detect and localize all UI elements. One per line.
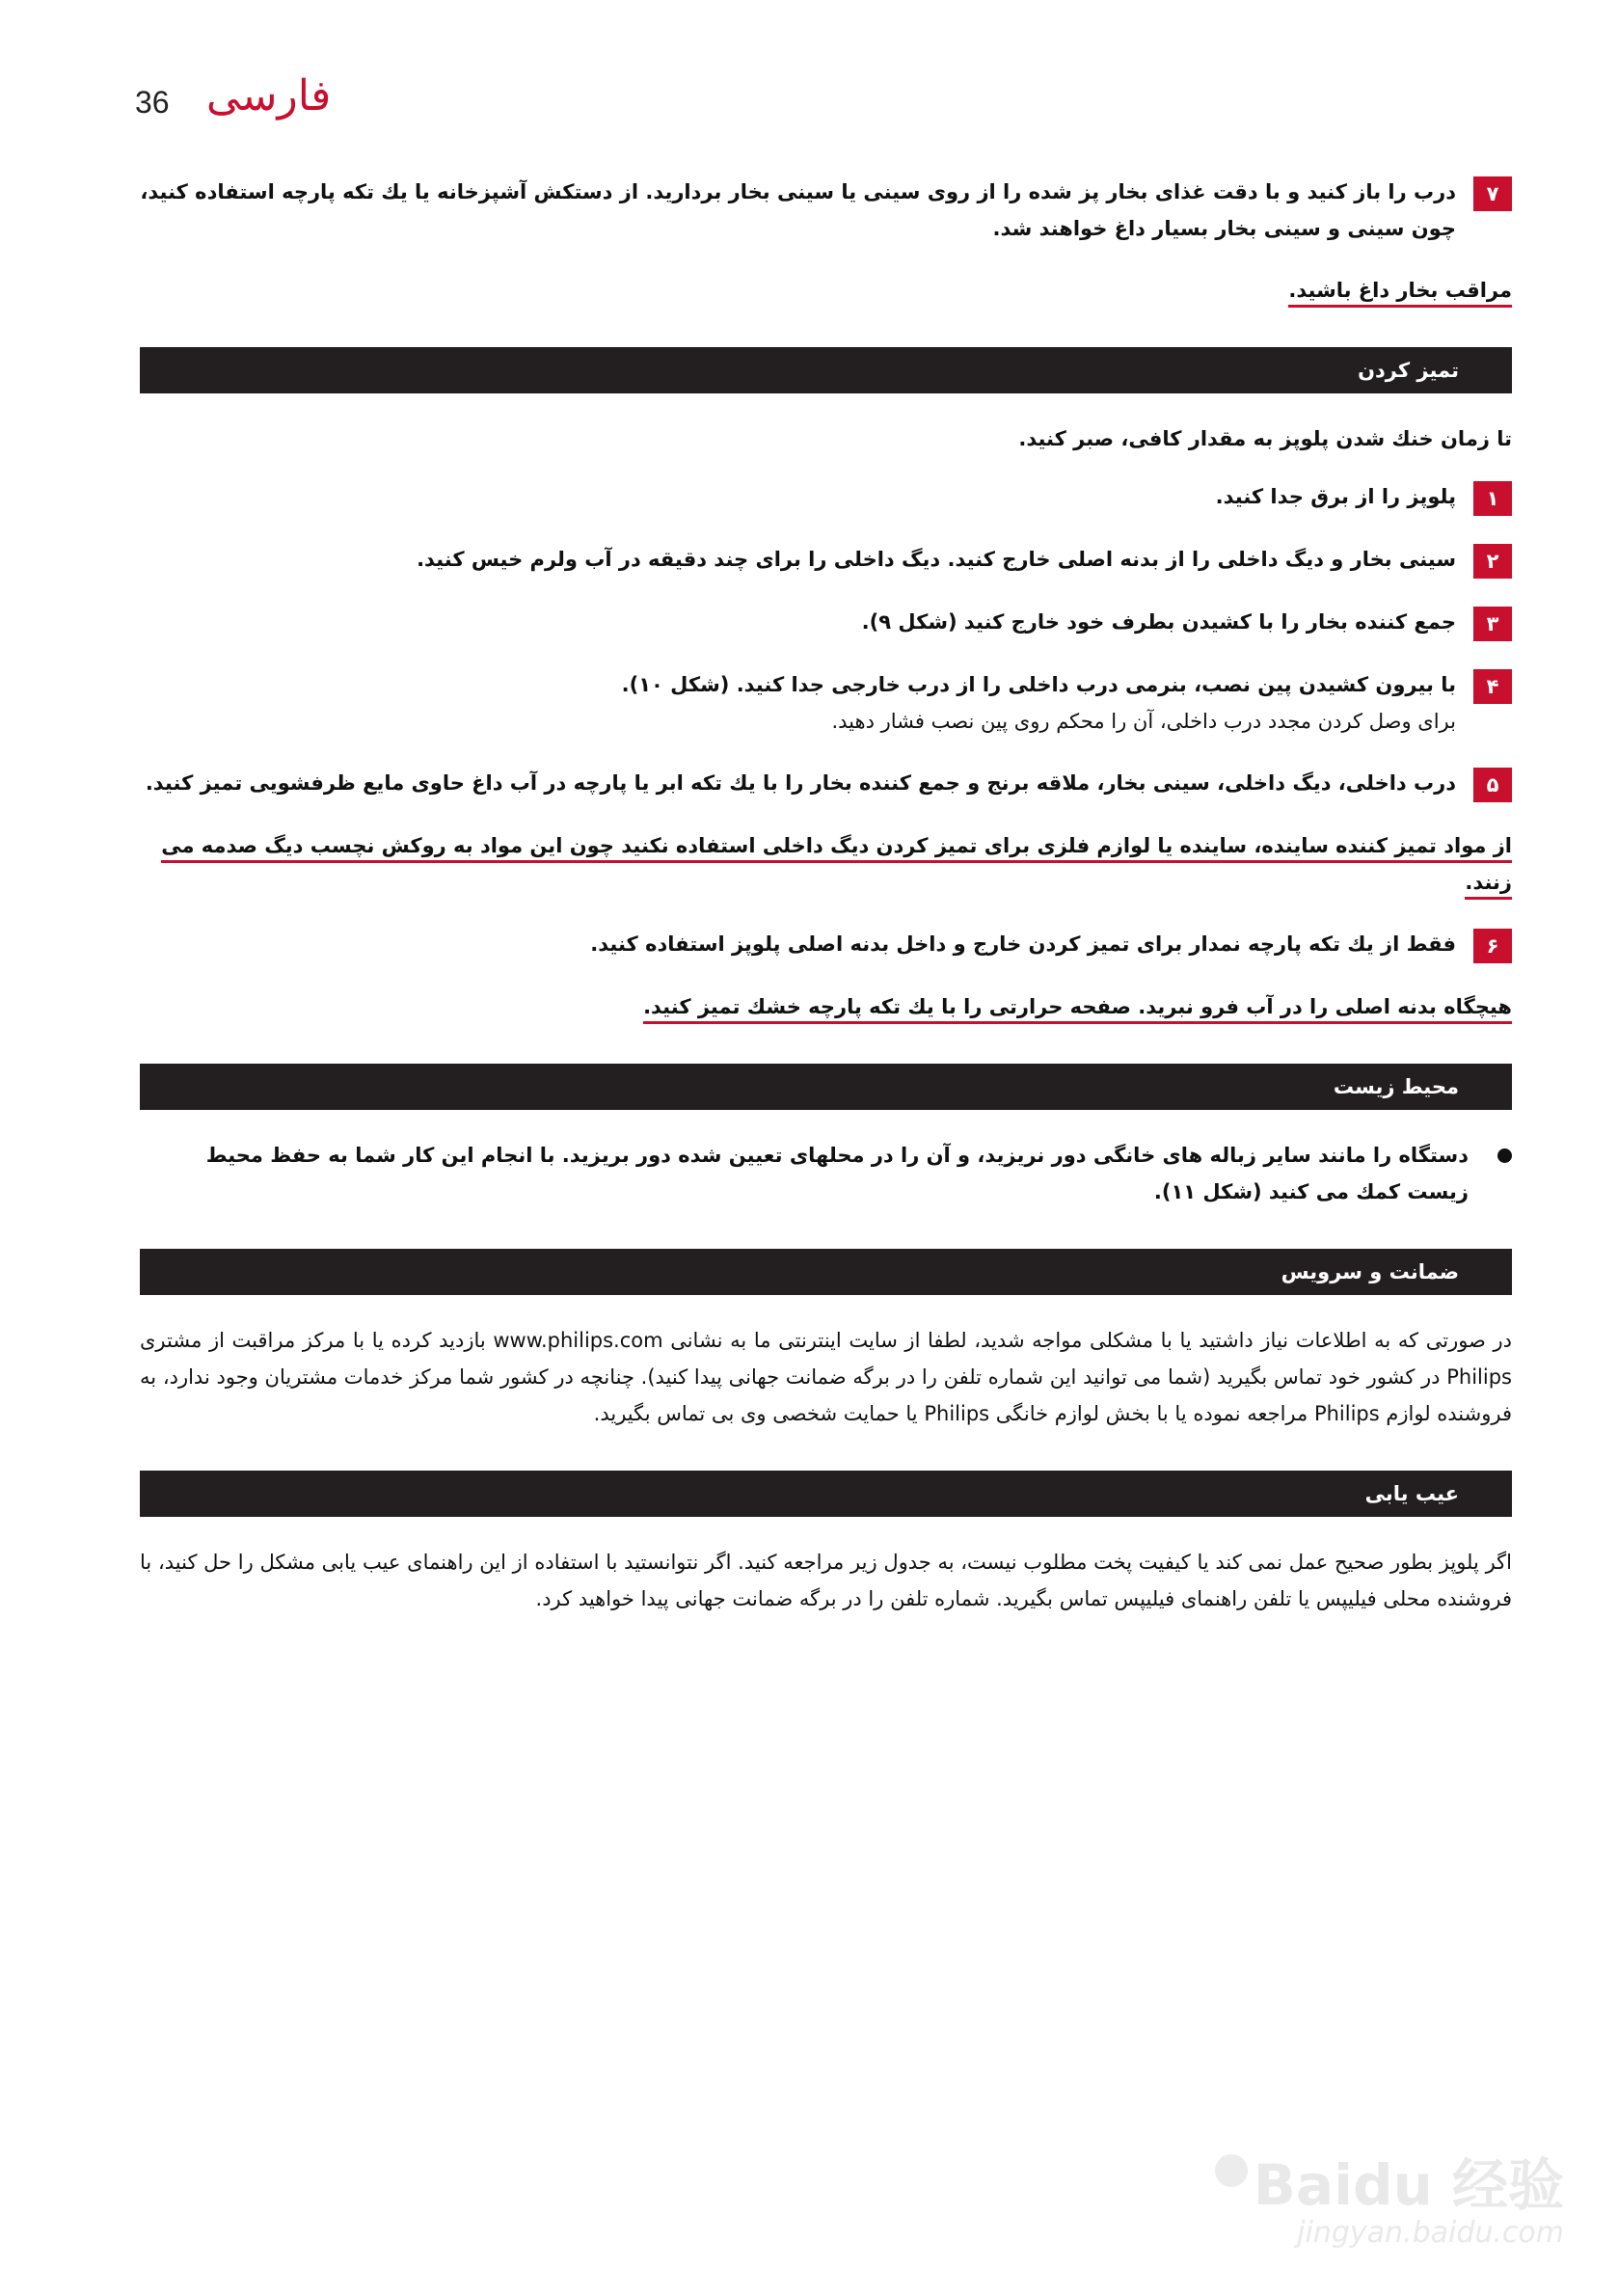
section-troubleshooting: عیب یابی [140, 1471, 1512, 1517]
language-title: فارسی [206, 71, 332, 121]
step-text: جمع کننده بخار را با کشیدن بطرف خود خارج کنید (شکل ۹). [861, 610, 1456, 634]
step-number: ۶ [1473, 929, 1512, 963]
guarantee-text: در صورتی که به اطلاعات نیاز داشتید یا با مشکلی مواجه شدید، لطفا از سایت اینترنتی ما به نشانی www.philips.com بازدید کرده یا با مرکز مراقبت از مشتری Philips در کشور خود تماس بگیرید (شما می توانید این شماره تلفن را در برگه ضمانت جهانی پیدا کنید). چنانچه در کشور شما مرکز خدمات مشتریان وجود ندارد، به فروشنده لوازم Philips مراجعه نموده یا با بخش لوازم خانگی Philips یا حمایت شخصی وی بی تماس بگیرید. [140, 1329, 1512, 1425]
step-4 [140, 666, 1512, 740]
step-7 [140, 174, 1512, 247]
step-text: پلوپز را از برق جدا کنید. [1215, 485, 1456, 508]
section-cleaning: تمیز کردن [140, 347, 1512, 393]
watermark-url: jingyan.baidu.com [1297, 2216, 1564, 2250]
bullet-icon [1497, 1148, 1512, 1163]
step-text: درب داخلی، دیگ داخلی، سینی بخار، ملاقه برنج و جمع کننده بخار را با یك تکه ابر یا پارچه در آب داغ حاوی مایع ظرفشویی تمیز کنید. [145, 771, 1456, 795]
section-environment: محیط زیست [140, 1064, 1512, 1110]
step-3 [140, 604, 1512, 641]
warning-abrasive: از مواد تمیز کننده ساینده، ساینده یا لوازم فلزی برای تمیز کردن دیگ داخلی استفاده نکنید چون این مواد به روکش نچسب دیگ صدمه می زنند. [140, 827, 1512, 901]
cleaning-intro: تا زمان خنك شدن پلوپز به مقدار کافی، صبر کنید. [1018, 427, 1512, 450]
page-content [140, 174, 1512, 1642]
step-5 [140, 765, 1512, 802]
environment-bullet [140, 1137, 1512, 1210]
paw-icon [1215, 2154, 1248, 2187]
section-guarantee: ضمانت و سرویس [140, 1249, 1512, 1295]
troubleshooting-text: اگر پلوپز بطور صحیح عمل نمی کند یا کیفیت پخت مطلوب نیست، به جدول زیر مراجعه کنید. اگر نتوانستید با استفاده از این راهنمای عیب یابی مشکل را حل کنید، با فروشنده محلی فیلیپس یا تلفن راهنمای فیلیپس تماس بگیرید. شماره تلفن را در برگه ضمانت جهانی پیدا خواهید کرد. [140, 1551, 1512, 1610]
step-number: ۵ [1473, 768, 1512, 802]
step-number: ۱ [1473, 481, 1512, 516]
step-subtext: برای وصل کردن مجدد درب داخلی، آن را محکم روی پین نصب فشار دهید. [831, 710, 1456, 733]
page-number: 36 [135, 85, 170, 120]
step-number: ۲ [1473, 544, 1512, 579]
environment-text: دستگاه را مانند سایر زباله های خانگی دور نریزید، و آن را در محلهای تعیین شده دور بریزید. با انجام این کار شما به حفظ محیط زیست کمك می کنید (شکل ۱۱). [205, 1144, 1469, 1203]
step-text: فقط از یك تکه پارچه نمدار برای تمیز کردن خارج و داخل بدنه اصلی پلوپز استفاده کنید. [590, 932, 1456, 956]
step-2 [140, 541, 1512, 579]
step-1 [140, 478, 1512, 516]
warning-water: هیچگاه بدنه اصلی را در آب فرو نبرید. صفحه حرارتی را با یك تکه پارچه خشك تمیز کنید. [140, 988, 1512, 1025]
step-text: درب را باز کنید و با دقت غذای بخار پز شده را از روی سینی یا سینی بخار بردارید. از دستکش آشپزخانه یا یك تکه پارچه استفاده کنید، چون سینی و سینی بخار بسیار داغ خواهند شد. [140, 180, 1456, 240]
step-text: با بیرون کشیدن پین نصب، بنرمی درب داخلی را از درب خارجی جدا کنید. (شکل ۱۰). [621, 673, 1456, 696]
step-number: ۷ [1473, 176, 1512, 211]
step-number: ۴ [1473, 669, 1512, 704]
watermark-logo: Baidu 经验 [1253, 2152, 1564, 2218]
baidu-watermark [1215, 2154, 1564, 2250]
step-6 [140, 926, 1512, 963]
warning-hot-steam: مراقب بخار داغ باشید. [140, 272, 1512, 309]
step-text: سینی بخار و دیگ داخلی را از بدنه اصلی خارج کنید. دیگ داخلی را برای چند دقیقه در آب ولرم خیس کنید. [417, 548, 1456, 571]
step-number: ۳ [1473, 607, 1512, 641]
